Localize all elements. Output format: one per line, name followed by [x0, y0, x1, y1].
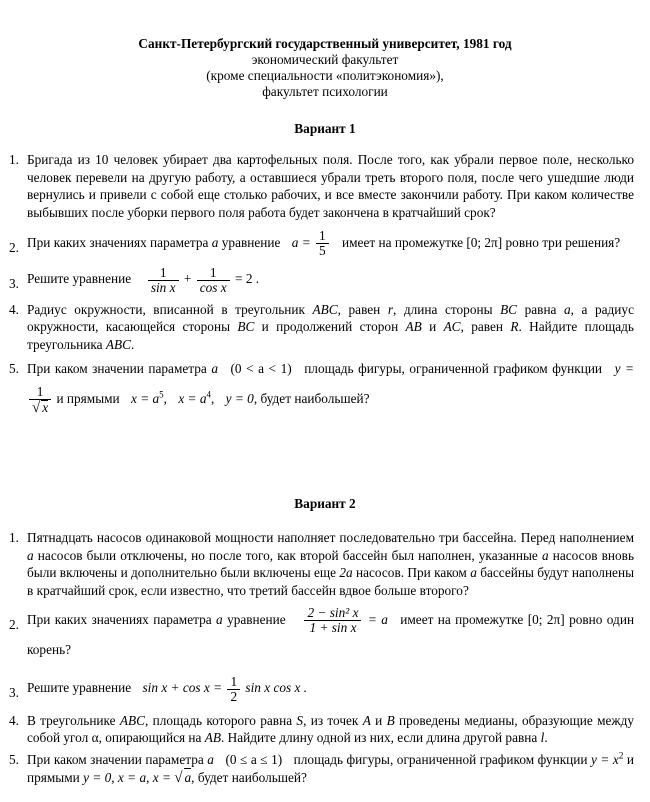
math-var: a	[541, 547, 549, 563]
problem-text: бассейны будут наполнены в кратчайший срок, если известно, что третий бассейн вдвое больше второго?	[27, 565, 635, 598]
math-var: AC	[443, 319, 461, 335]
problem-text: Решите уравнение	[27, 680, 132, 696]
problem-text: уравнение	[221, 235, 281, 250]
fraction	[304, 606, 361, 635]
variant-2-title: Вариант 2	[294, 496, 356, 511]
v2-problem-5: 5. При каком значении параметра a (0 ≤ a ≤ 1) площадь фигуры, ограниченной графиком функции $y = x^2$ и прямыми y = 0, x = a, x = √ a, будет наибольшей?	[9, 750, 634, 787]
v1-problem-2	[0, 229, 650, 258]
fraction-denominator: 5	[319, 243, 326, 259]
superscript: 5	[159, 389, 164, 400]
problem-number: 2.	[9, 617, 19, 632]
problem-number: 5.	[9, 361, 19, 377]
problem-text: имеет на промежутке	[400, 612, 524, 627]
fraction-numerator: 2 − sin² x	[304, 606, 361, 621]
fraction-denominator: cos x	[199, 279, 227, 295]
superscript: 2	[618, 750, 624, 761]
problem-number: 2.	[9, 240, 19, 255]
problem-text: и прямыми	[27, 751, 634, 786]
fraction-denominator: 2	[230, 688, 238, 704]
variant-1-title: Вариант 1	[294, 121, 356, 136]
problem-text: При каких значениях параметра	[27, 612, 212, 627]
problem-text: ровно один корень?	[27, 612, 635, 658]
math-var: A	[362, 712, 371, 728]
math-expr: y =	[614, 361, 634, 377]
problem-text: При каком значении параметра	[27, 361, 207, 377]
variant-1-problems	[0, 151, 650, 415]
math-expr: (0 < a < 1)	[230, 361, 292, 377]
problem-text: ровно три решения?	[505, 235, 621, 250]
math-var: ABC	[105, 336, 131, 352]
sqrt-argument: x	[42, 400, 49, 416]
math-var: α	[91, 730, 99, 746]
variant-2-problems	[0, 529, 650, 788]
problem-text: , длина стороны	[393, 301, 493, 317]
problem-text: проведены медианы, образующие между собой угол	[27, 712, 634, 746]
problem-text: имеет на промежутке	[342, 235, 463, 250]
math-expr: sin x + cos x =	[142, 680, 223, 696]
math-var: a	[27, 547, 34, 563]
problem-text: , равен	[337, 301, 381, 317]
math-var: a	[211, 361, 218, 377]
problem-text: .	[130, 336, 135, 352]
fraction	[197, 266, 230, 295]
math-expr: x = a	[178, 391, 207, 407]
fraction	[148, 266, 179, 295]
psychology-faculty-line: факультет психологии	[262, 84, 388, 99]
problem-number: 3.	[9, 685, 19, 701]
problem-text: равна	[524, 301, 557, 317]
v2-problem-2	[0, 605, 650, 665]
math-var: a	[211, 235, 219, 250]
math-var: R	[510, 319, 519, 335]
math-var: AB	[405, 319, 422, 335]
problem-text: и	[375, 712, 383, 728]
superscript: 4	[206, 389, 211, 400]
problem-text: Пятнадцать насосов одинаковой мощности наполняет последовательно три бассейна. Перед наполнением	[27, 530, 634, 545]
v2-problem-4	[0, 712, 650, 747]
fraction-numerator: 1	[197, 266, 230, 281]
math-expr: y = 0	[83, 770, 112, 786]
problem-text: В треугольнике	[27, 712, 116, 728]
problem-text: При каких значениях параметра	[27, 235, 209, 250]
problem-text: и продолжений сторон	[261, 319, 399, 335]
university-title: Санкт-Петербургский государственный университет, 1981 год	[138, 36, 512, 51]
problem-text: , опирающийся на	[98, 730, 202, 746]
math-expr: a =	[291, 235, 311, 250]
math-expr: x = a	[131, 391, 160, 407]
fraction: $\frac{1}{√ x}$	[29, 385, 51, 415]
problem-text: уравнение	[227, 612, 286, 627]
v1-problem-3	[0, 264, 650, 294]
v1-problem-4	[0, 301, 650, 354]
v2-problem-3	[0, 673, 650, 703]
math-var: ABC	[312, 301, 338, 317]
math-expr: [0; 2π]	[466, 235, 503, 250]
problem-text: Бригада из 10 человек убирает два картофельных поля. После того, как убрали первое поле, несколько человек перевели на другую работу, а оставшиеся убрали треть второго поля, после чего ушедшие люди вернулись и привели с собой еще столько рабочих, и все вместе закончили работу. При каком количестве выбывших после уборки первого поля работа будет закончена в кратчайший срок?	[27, 152, 634, 220]
problem-text: насосов вновь были включены и дополнительно были включены еще	[27, 547, 635, 580]
problem-text: , будет наибольшей?	[191, 770, 307, 786]
problem-text: , из точек	[303, 712, 359, 728]
fraction-numerator: 1	[227, 675, 240, 690]
problem-text: , будет наибольшей?	[253, 391, 370, 407]
math-var: AB	[204, 730, 222, 746]
math-expr: [0; 2π]	[527, 612, 565, 627]
problem-text: . Найдите длину одной из них, если длина другой равна	[221, 730, 538, 746]
math-expr: sin x cos x .	[245, 680, 308, 696]
math-expr: y = 0	[225, 391, 254, 407]
math-expr: y = x	[591, 751, 619, 767]
fraction	[227, 675, 240, 704]
math-var: B	[386, 712, 395, 728]
fraction-numerator: 1	[148, 266, 179, 281]
faculty-line: экономический факультет	[251, 52, 399, 67]
problem-text: . Найдите площадь треугольника	[27, 319, 634, 352]
math-var: l	[540, 730, 545, 746]
problem-number: 4.	[9, 301, 19, 317]
specialty-note: (кроме специальности «политэкономия»),	[206, 68, 444, 83]
v2-problem-1	[0, 529, 650, 599]
math-expr: = 2 .	[235, 271, 260, 287]
problem-text: , равен	[460, 319, 503, 335]
math-var: BC	[500, 301, 518, 317]
math-var: a	[564, 301, 571, 317]
math-expr: = a	[367, 612, 388, 627]
problem-text: насосов были отключены, но после того, как второй бассейн был наполнен, указанные	[37, 547, 538, 563]
v1-problem-1	[0, 151, 650, 221]
problem-number: 5.	[9, 751, 19, 767]
problem-number: 4.	[9, 712, 19, 728]
problem-text: и прямыми	[56, 391, 120, 407]
problem-text: .	[544, 730, 548, 746]
math-expr: +	[183, 271, 192, 287]
math-expr: x =	[152, 770, 171, 786]
fraction-denominator: 1 + sin x	[309, 620, 357, 636]
fraction-denominator: sin x	[150, 279, 176, 295]
math-expr: x = a	[117, 770, 147, 786]
problem-number: 1.	[9, 152, 19, 167]
problem-text: , площадь которого равна	[145, 712, 293, 728]
problem-text: , а радиус окружности, касающейся стороны	[27, 301, 634, 335]
problem-number: 3.	[9, 276, 19, 292]
problem-text: площадь фигуры, ограниченной графиком функции	[304, 361, 603, 377]
math-expr: (0 ≤ a ≤ 1)	[225, 751, 283, 767]
problem-text: Решите уравнение	[27, 271, 132, 287]
math-var: a	[216, 612, 223, 627]
problem-number: 1.	[9, 530, 19, 545]
sqrt-argument: a	[184, 770, 192, 786]
math-var: BC	[237, 319, 255, 335]
v1-problem-5: 5. При каком значении параметра a (0 < a < 1) площадь фигуры, ограниченной графиком функции y = $\frac{1}{√ x}$ и прямыми $x = a^5$, $x = a^4$, y = 0, будет наибольшей?	[0, 354, 650, 415]
problem-text: площадь фигуры, ограниченной графиком функции	[293, 751, 588, 767]
problem-text: При каком значении параметра	[27, 751, 204, 767]
math-var: S	[296, 712, 304, 728]
fraction	[316, 229, 329, 258]
math-var: r	[387, 301, 394, 317]
problem-text: и	[429, 319, 437, 335]
problem-text: Радиус окружности, вписанной в треугольник	[27, 301, 305, 317]
document-header	[0, 36, 650, 100]
problem-text: насосов. При каком	[356, 565, 467, 580]
math-var: ABC	[119, 712, 146, 728]
fraction-numerator: 1	[316, 229, 329, 244]
math-var: a	[470, 565, 477, 580]
fraction-numerator: 1	[29, 385, 51, 400]
math-expr: 2a	[339, 565, 353, 580]
math-var: a	[207, 751, 214, 767]
